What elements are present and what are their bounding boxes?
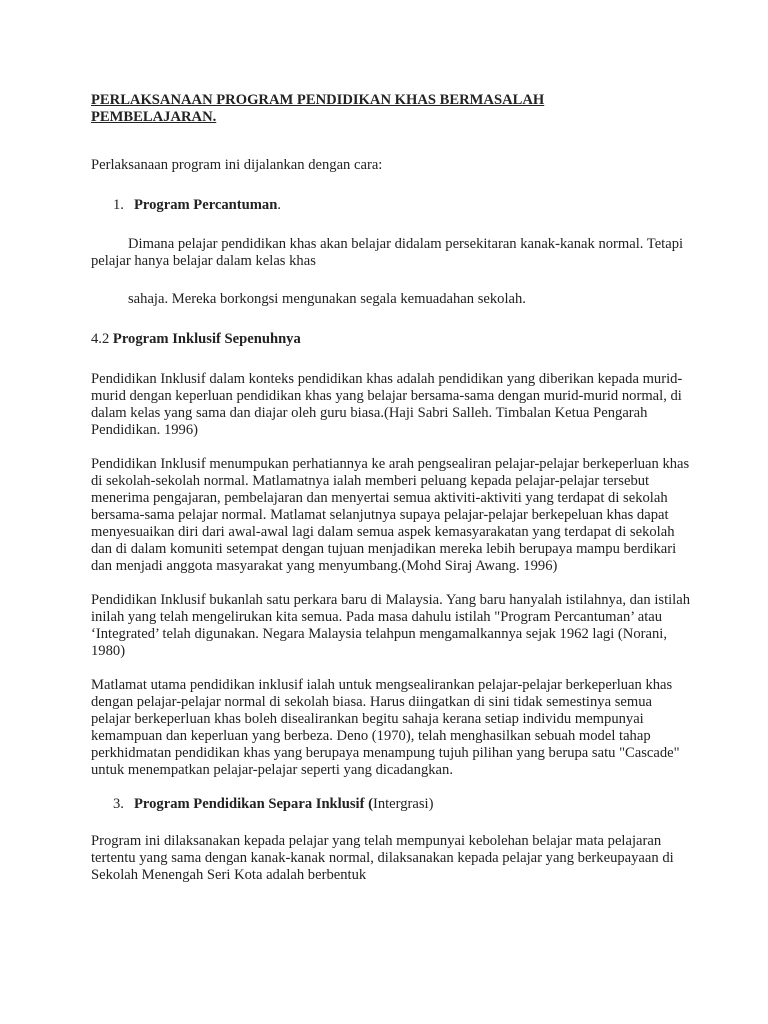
section-3-title-suffix: Intergrasi) — [372, 796, 434, 812]
section-1-paragraph-2: sahaja. Mereka borkongsi mengunakan segala kemuadahan sekolah. — [128, 291, 526, 307]
title-line-1: PERLAKSANAAN PROGRAM PENDIDIKAN KHAS BERMASALAH — [91, 92, 545, 108]
section-3-heading — [91, 796, 691, 813]
section-2-paragraph-1: Pendidikan Inklusif dalam konteks pendidikan khas adalah pendidikan yang diberikan kepada murid-murid dengan keperluan pendidikan khas yang belajar bersama-sama dengan murid-murid normal, di dalam kelas yang sama dan diajar oleh guru biasa.(Haji Sabri Salleh. Timbalan Ketua Pengarah Pendidikan. 1996) — [91, 371, 683, 438]
document-title — [91, 92, 691, 126]
section-1-number: 1. — [113, 197, 124, 213]
section-2-number: 4.2 — [91, 331, 110, 347]
section-2-heading — [91, 331, 691, 348]
section-1-title: Program Percantuman — [134, 197, 278, 213]
intro-paragraph: Perlaksanaan program ini dijalankan dengan cara: — [91, 157, 383, 173]
title-line-2: PEMBELAJARAN. — [91, 109, 217, 125]
section-2-paragraph-4: Matlamat utama pendidikan inklusif ialah untuk mengsealirankan pelajar-pelajar berkeperluan khas dengan pelajar-pelajar normal di sekolah biasa. Harus diingatkan di sini tidak semestinya semua pelajar berkeperluan khas boleh disealirankan begitu sahaja kerana setiap individu mempunyai kemampuan dan keperluan yang berbeza. Deno (1970), telah menghasilkan sebuah model tahap perkhidmatan pendidikan khas yang berupaya menampung tujuh pilihan yang berupa satu "Cascade" untuk menempatkan pelajar-pelajar seperti yang dicadangkan. — [91, 677, 680, 778]
section-3-paragraph-1: Program ini dilaksanakan kepada pelajar yang telah mempunyai kebolehan belajar mata pelajaran tertentu yang sama dengan kanak-kanak normal, dilaksanakan kepada pelajar yang berkeupayaan di Sekolah Menengah Seri Kota adalah berbentuk — [91, 833, 674, 883]
section-3-number: 3. — [113, 796, 124, 812]
section-3-title: Program Pendidikan Separa Inklusif ( — [134, 796, 373, 812]
section-2-title: Program Inklusif Sepenuhnya — [112, 331, 301, 347]
section-2-paragraph-2: Pendidikan Inklusif menumpukan perhatiannya ke arah pengsealiran pelajar-pelajar berkeperluan khas di sekolah-sekolah normal. Matlamatnya ialah memberi peluang kepada pelajar-pelajar tersebut menerima pengajaran, pembelajaran dan menyertai semua aktiviti-aktiviti yang terdapat di sekolah bersama-sama pelajar normal. Matlamat selanjutnya supaya pelajar-pelajar berkepeluan khas dapat menyesuaikan diri dari awal-awal lagi dalam semua aspek kemasyarakatan yang terdapat di sekolah dan di dalam komuniti setempat dengan tujuan menjadikan mereka lebih berupaya mampu berdikari dan menjadi anggota masyarakat yang menyumbang.(Mohd Siraj Awang. 1996) — [91, 456, 690, 574]
document-page — [91, 92, 691, 901]
section-1-title-suffix: . — [277, 197, 281, 213]
section-1-heading — [91, 197, 691, 214]
section-2-paragraph-3: Pendidikan Inklusif bukanlah satu perkara baru di Malaysia. Yang baru hanyalah istilahnya, dan istilah inilah yang telah mengelirukan kita semua. Pada masa dahulu istilah "Program Percantuman’ atau ‘Integrated’ telah digunakan. Negara Malaysia telahpun mengamalkannya sejak 1962 lagi (Norani, 1980) — [91, 592, 691, 659]
section-1-paragraph-1: Dimana pelajar pendidikan khas akan belajar didalam persekitaran kanak-kanak normal. Tetapi pelajar hanya belajar dalam kelas khas — [91, 236, 684, 269]
